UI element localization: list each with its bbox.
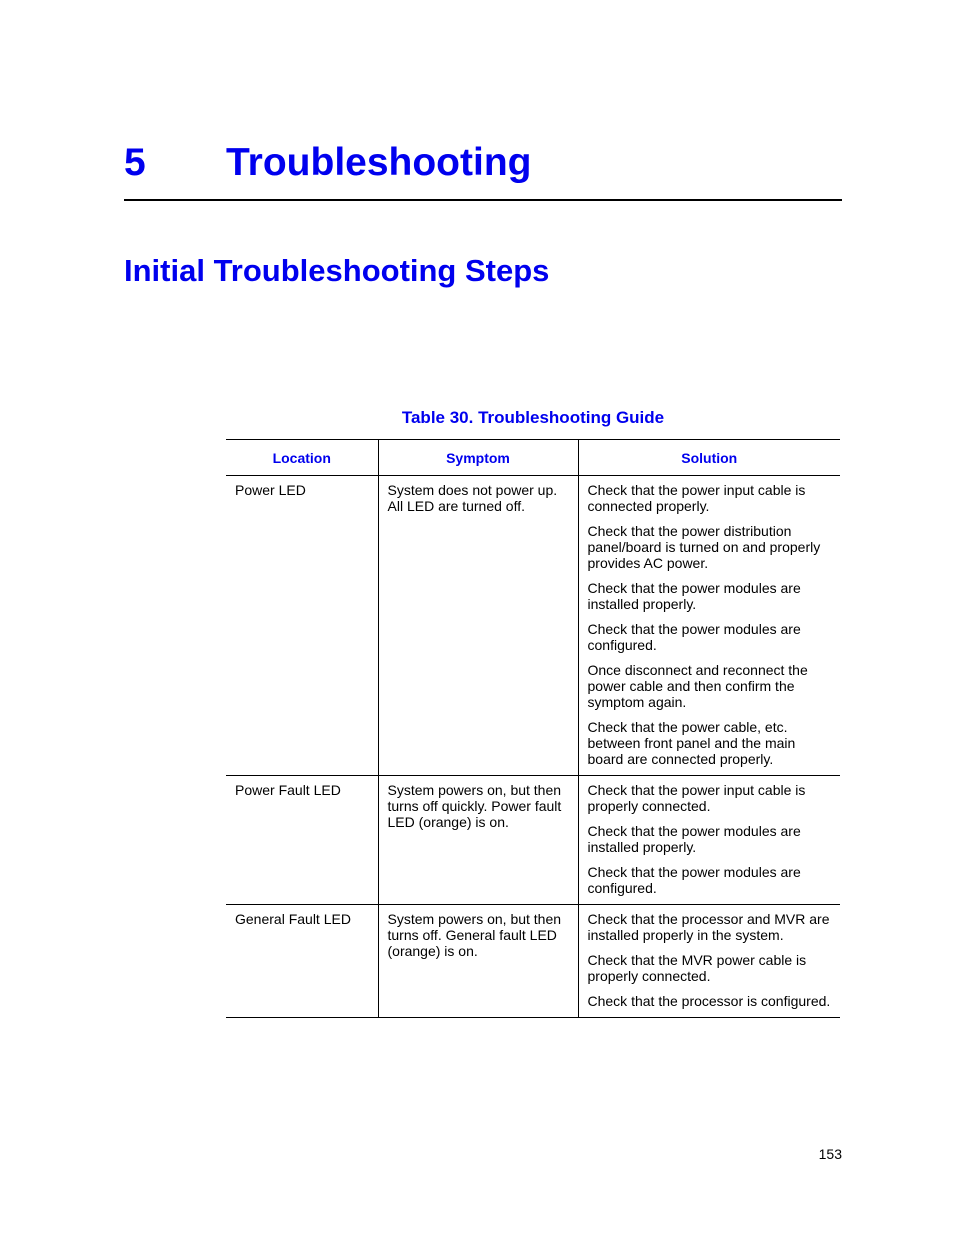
solution-item: Check that the processor and MVR are installed properly in the system. [587,911,830,943]
solution-item: Check that the power distribution panel/board is turned on and properly provides AC power. [587,523,821,571]
solution-item: Check that the power input cable is connected properly. [587,482,806,514]
table-caption: Table 30. Troubleshooting Guide [401,408,665,427]
table-row [226,476,840,776]
symptom-cell: System does not power up. All LED are turned off. [378,476,578,776]
symptom-cell: System powers on, but then turns off. General fault LED (orange) is on. [378,905,578,1018]
location-cell: Power LED [226,476,378,776]
page-number: 153 [818,1146,842,1162]
header-solution: Solution [578,440,840,476]
solution-item: Check that the power input cable is properly connected. [587,782,806,814]
chapter-heading [124,138,842,188]
location-cell: General Fault LED [226,905,378,1018]
chapter-title: Troubleshooting [226,141,532,184]
solution-item: Check that the power modules are installed properly. [587,580,801,612]
solution-item: Check that the processor is configured. [587,993,831,1009]
solution-item: Check that the MVR power cable is properly connected. [587,952,807,984]
solution-cell [578,476,840,776]
table-row [226,905,840,1018]
solution-item: Once disconnect and reconnect the power cable and then confirm the symptom again. [587,662,808,710]
solution-item: Check that the power modules are configured. [587,864,801,896]
header-location: Location [226,440,378,476]
solution-item: Check that the power modules are configured. [587,621,801,653]
solution-item: Check that the power modules are installed properly. [587,823,801,855]
troubleshooting-table [226,439,840,1018]
chapter-number: 5 [124,141,146,184]
solution-item: Check that the power cable, etc. between front panel and the main board are connected properly. [587,719,796,767]
chapter-rule [124,199,842,201]
header-symptom: Symptom [378,440,578,476]
solution-cell [578,776,840,905]
solution-cell [578,905,840,1018]
section-title: Initial Troubleshooting Steps [124,253,550,288]
table-row [226,776,840,905]
symptom-cell: System powers on, but then turns off quickly. Power fault LED (orange) is on. [378,776,578,905]
location-cell: Power Fault LED [226,776,378,905]
table-header-row [226,440,840,476]
